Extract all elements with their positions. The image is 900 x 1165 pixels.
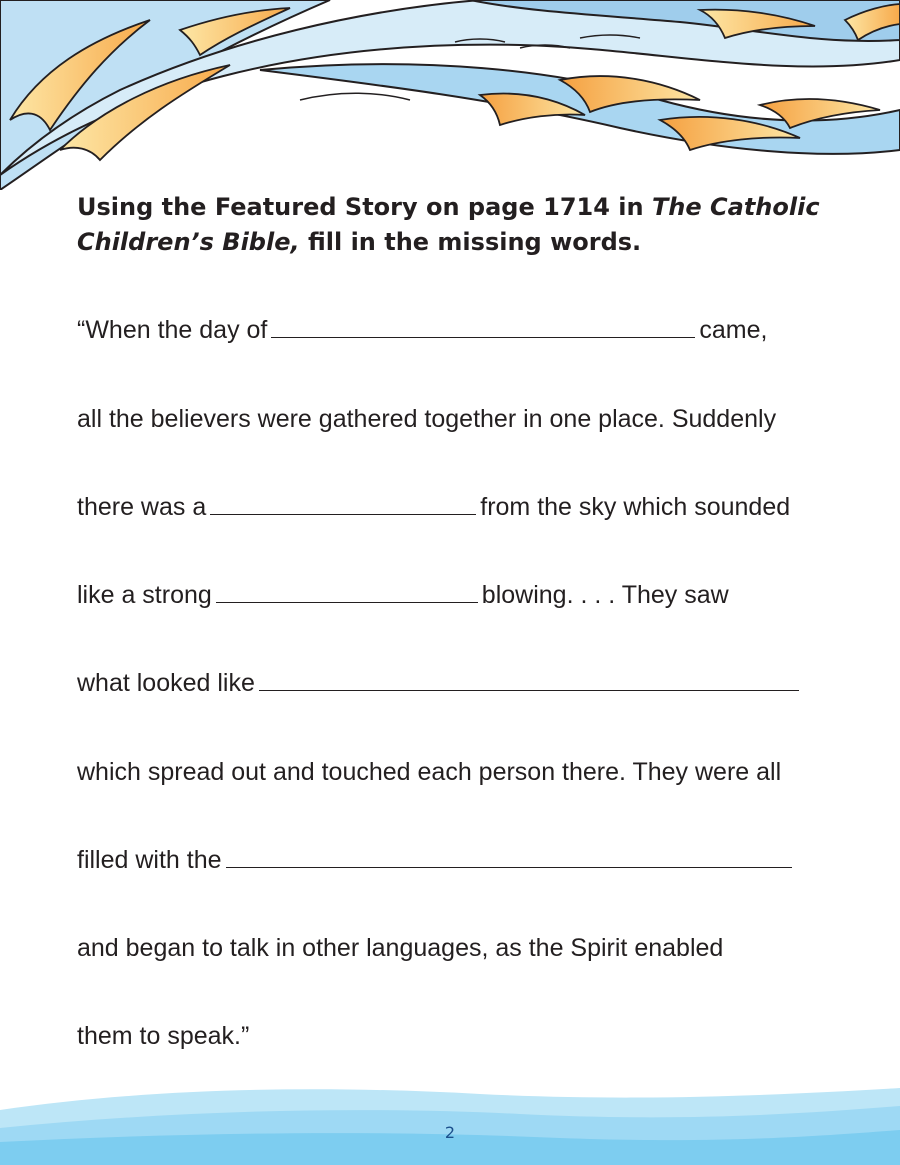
line4-start: like a strong xyxy=(77,581,212,609)
line1-start: “When the day of xyxy=(77,316,268,344)
passage-line-9 xyxy=(77,1019,249,1053)
line7-start: filled with the xyxy=(77,846,222,874)
page-number: 2 xyxy=(444,1123,456,1142)
line8-text: and began to talk in other languages, as the Spirit enabled xyxy=(77,934,724,962)
book-title: The Catholic Children’s Bible, xyxy=(77,193,820,256)
passage-line-5 xyxy=(77,666,803,700)
wind-streak-4 xyxy=(300,93,410,100)
passage-line-6 xyxy=(77,755,781,789)
instructions xyxy=(77,190,837,260)
line3-end: from the sky which sounded xyxy=(480,493,791,521)
blank-4[interactable] xyxy=(259,668,799,691)
passage-line-4 xyxy=(77,578,729,612)
line9-text: them to speak.” xyxy=(77,1022,250,1050)
blank-5[interactable] xyxy=(226,845,792,868)
blank-3[interactable] xyxy=(216,580,478,603)
passage-line-2 xyxy=(77,402,776,436)
line6-text: which spread out and touched each person there. They were all xyxy=(77,758,782,786)
line2-text: all the believers were gathered together in one place. Suddenly xyxy=(77,405,777,433)
passage-line-3 xyxy=(77,490,790,524)
blank-1[interactable] xyxy=(271,315,695,338)
line1-end: came, xyxy=(699,316,768,344)
instructions-lead: Using the Featured Story on page 1714 in xyxy=(77,193,652,221)
wind-flame-illustration xyxy=(0,0,900,190)
line3-start: there was a xyxy=(77,493,207,521)
passage-line-7 xyxy=(77,843,796,877)
passage-line-1 xyxy=(77,313,767,347)
line5-start: what looked like xyxy=(77,669,255,697)
instructions-tail: fill in the missing words. xyxy=(299,228,642,256)
passage-line-8 xyxy=(77,931,723,965)
blank-2[interactable] xyxy=(210,492,476,515)
line4-end: blowing. . . . They saw xyxy=(481,581,729,609)
